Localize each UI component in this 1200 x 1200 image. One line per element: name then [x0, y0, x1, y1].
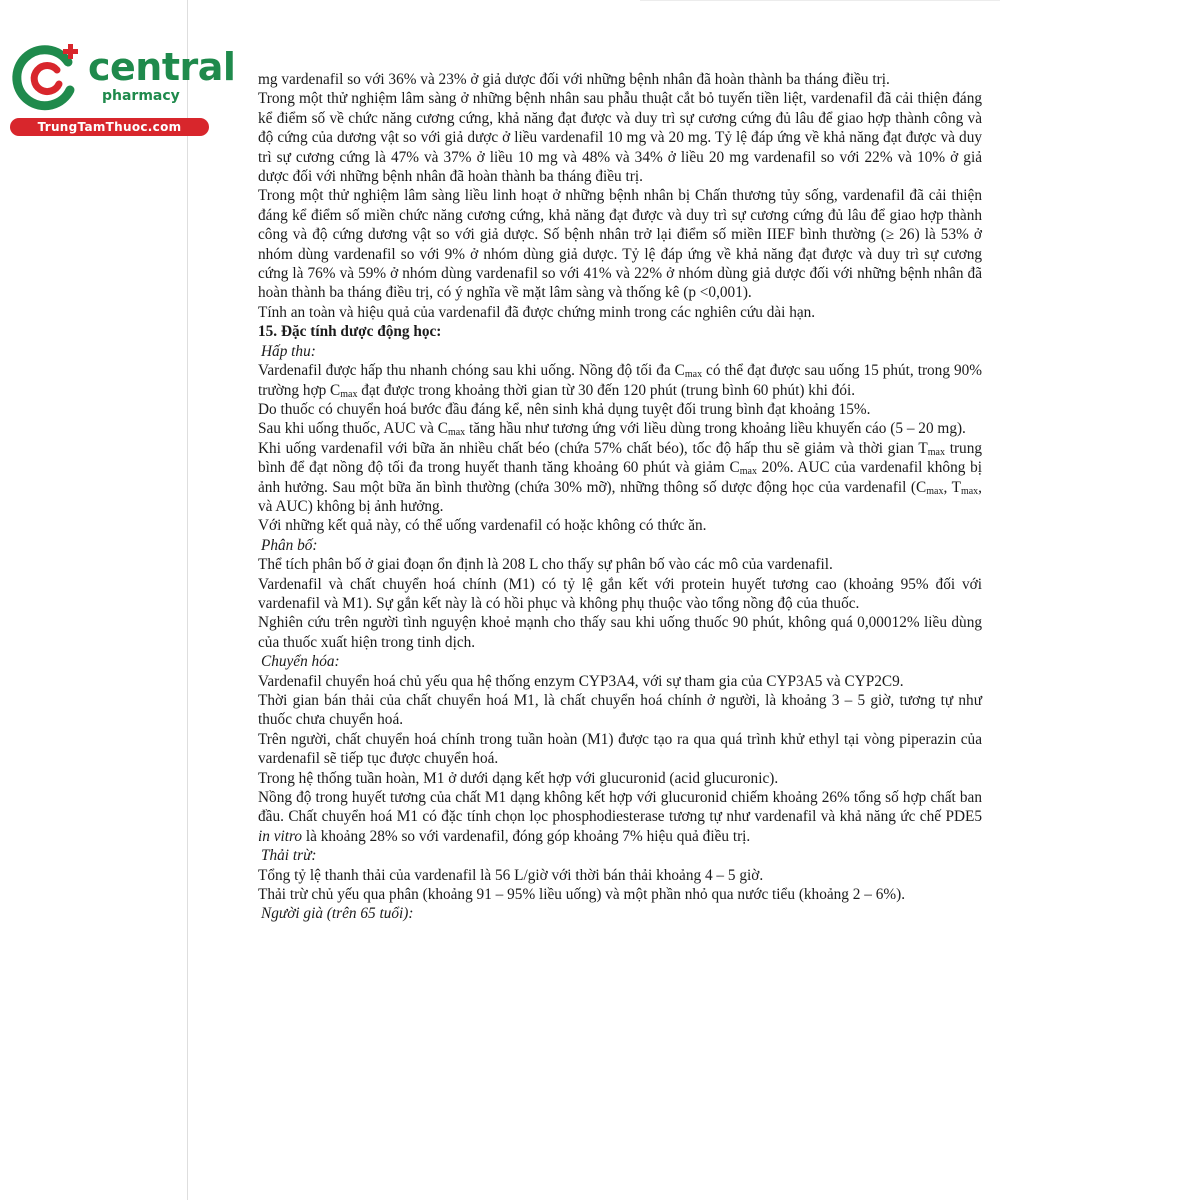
subheading-metabolism: Chuyển hóa:: [261, 653, 340, 671]
paragraph-safety: Tính an toàn và hiệu quả của vardenafil đã được chứng minh trong các nghiên cứu dài hạn.: [258, 303, 816, 321]
brand-url-badge[interactable]: TrungTamThuoc.com: [10, 118, 209, 136]
paragraph-distribution-2: Vardenafil và chất chuyển hoá chính (M1) có tỷ lệ gắn kết với protein huyết tương cao (khoảng 95% đối với vardenafil và M1). Sự gắn kết này là có hồi phục và không phụ thuộc vào tổng nồng độ của thuốc.: [258, 575, 982, 612]
paragraph-absorption-1: Vardenafil được hấp thu nhanh chóng sau khi uống. Nồng độ tối đa $C_{max}$ có thể đạt được sau uống 15 phút, trong 90% trường hợp $C_{max}$ đạt được trong khoảng thời gian từ 30 đến 120 phút (trung bình 60 phút) khi đói.: [258, 362, 982, 400]
brand-subtitle: pharmacy: [102, 88, 180, 104]
subheading-absorption: Hấp thu:: [261, 342, 316, 360]
paragraph-spinal-injury-trial: Trong một thử nghiệm lâm sàng liều linh hoạt ở những bệnh nhân bị Chấn thương tủy sống, vardenafil đã cải thiện đáng kể điểm số miền chức năng cương cứng, khả năng đạt được và duy trì sự cương cứng đủ lâu để giao hợp thành công và độ cứng dương vật so với giả dược. Số bệnh nhân trở lại điểm số miền IIEF bình thường (≥ 26) là 53% ở nhóm dùng vardenafil so với 9% ở nhóm dùng giả dược. Tỷ lệ đáp ứng về khả năng đạt được và duy trì sự cương cứng là 76% và 59% ở nhóm dùng vardenafil so với 41% và 22% ở nhóm dùng giả dược đối với những bệnh nhân đã hoàn thành ba tháng điều trị, có ý nghĩa về mặt lâm sàng và thống kê (p <0,001).: [258, 187, 982, 302]
section-heading-pharmacokinetics: 15. Đặc tính dược động học:: [258, 323, 442, 341]
paragraph-prostatectomy-trial: Trong một thử nghiệm lâm sàng ở những bệnh nhân sau phẫu thuật cắt bỏ tuyến tiền liệt, vardenafil đã cải thiện đáng kể điểm số về chức năng cương cứng, khả năng đạt được và duy trì sự cương cứng đủ lâu để giao hợp thành công và độ cứng của dương vật so với giả dược ở liều vardenafil 10 mg và 20 mg. Tỷ lệ đáp ứng về khả năng đạt được và duy trì sự cương cứng là 47% và 37% ở liều 10 mg và 48% và 34% ở liều 20 mg vardenafil so với 22% và 10% ở giả dược đối với những bệnh nhân đã hoàn thành ba tháng điều trị.: [258, 90, 982, 186]
paragraph-metabolism-1: Vardenafil chuyển hoá chủ yếu qua hệ thống enzym CYP3A4, với sự tham gia của CYP3A5 và CYP2C9.: [258, 672, 904, 690]
scan-top-mark: [640, 0, 1000, 5]
paragraph-metabolism-2: Thời gian bán thải của chất chuyển hoá M1, là chất chuyển hoá chính ở người, là khoảng 3 – 5 giờ, tương tự như thuốc chưa chuyển hoá.: [258, 692, 982, 729]
paragraph-absorption-5: Với những kết quả này, có thể uống vardenafil có hoặc không có thức ăn.: [258, 517, 707, 535]
paragraph-absorption-2: Do thuốc có chuyển hoá bước đầu đáng kể, nên sinh khả dụng tuyệt đối trung bình đạt khoảng 15%.: [258, 400, 871, 418]
logo-mark-icon: [10, 38, 90, 118]
subheading-distribution: Phân bố:: [261, 536, 318, 554]
document-body: [258, 70, 982, 924]
paragraph-distribution-3: Nghiên cứu trên người tình nguyện khoẻ mạnh cho thấy sau khi uống thuốc 90 phút, không quá 0,00012% liều dùng của thuốc xuất hiện trong tinh dịch.: [258, 614, 982, 651]
paragraph-distribution-1: Thể tích phân bố ở giai đoạn ổn định là 208 L cho thấy sự phân bố vào các mô của vardenafil.: [258, 556, 833, 574]
paragraph-absorption-4: Khi uống vardenafil với bữa ăn nhiều chất béo (chứa 57% chất béo), tốc độ hấp thu sẽ giảm và thời gian $T_{max}$ trung bình để đạt nồng độ tối đa trong huyết thanh tăng khoảng 60 phút và giảm $C_{max}$ 20%. AUC của vardenafil không bị ảnh hưởng. Sau một bữa ăn bình thường (chứa 30% mỡ), những thông số dược động học của vardenafil ($C_{max}$, $T_{max}$, và AUC) không bị ảnh hưởng.: [258, 439, 982, 515]
paragraph-metabolism-3: Trên người, chất chuyển hoá chính trong tuần hoàn (M1) được tạo ra qua quá trình khử ethyl tại vòng piperazin của vardenafil sẽ tiếp tục được chuyển hoá.: [258, 730, 982, 768]
subheading-elimination: Thải trừ:: [261, 847, 317, 865]
subheading-elderly: Người già (trên 65 tuổi):: [261, 905, 414, 923]
paragraph-continuation: mg vardenafil so với 36% và 23% ở giả dược đối với những bệnh nhân đã hoàn thành ba tháng điều trị.: [258, 71, 890, 88]
paragraph-elimination-2: Thải trừ chủ yếu qua phân (khoảng 91 – 95% liều uống) và một phần nhỏ qua nước tiểu (khoảng 2 – 6%).: [258, 886, 906, 904]
paragraph-metabolism-5: Nồng độ trong huyết tương của chất M1 dạng không kết hợp với glucuronid chiếm khoảng 26% tổng số hợp chất ban đầu. Chất chuyển hoá M1 có đặc tính chọn lọc phosphodiesterase tương tự như vardenafil và khả năng ức chế PDE5 in vitro là khoảng 28% so với vardenafil, đóng góp khoảng 7% hiệu quả điều trị.: [258, 789, 982, 845]
scan-edge-line: [187, 0, 188, 1200]
paragraph-metabolism-4: Trong hệ thống tuần hoàn, M1 ở dưới dạng kết hợp với glucuronid (acid glucuronic).: [258, 769, 779, 787]
brand-name: central: [88, 45, 236, 89]
paragraph-elimination-1: Tổng tỷ lệ thanh thải của vardenafil là 56 L/giờ với thời bán thải khoảng 4 – 5 giờ.: [258, 866, 764, 884]
paragraph-absorption-3: Sau khi uống thuốc, AUC và $C_{max}$ tăng hầu như tương ứng với liều dùng trong khoảng liều khuyến cáo (5 – 20 mg).: [258, 420, 966, 439]
